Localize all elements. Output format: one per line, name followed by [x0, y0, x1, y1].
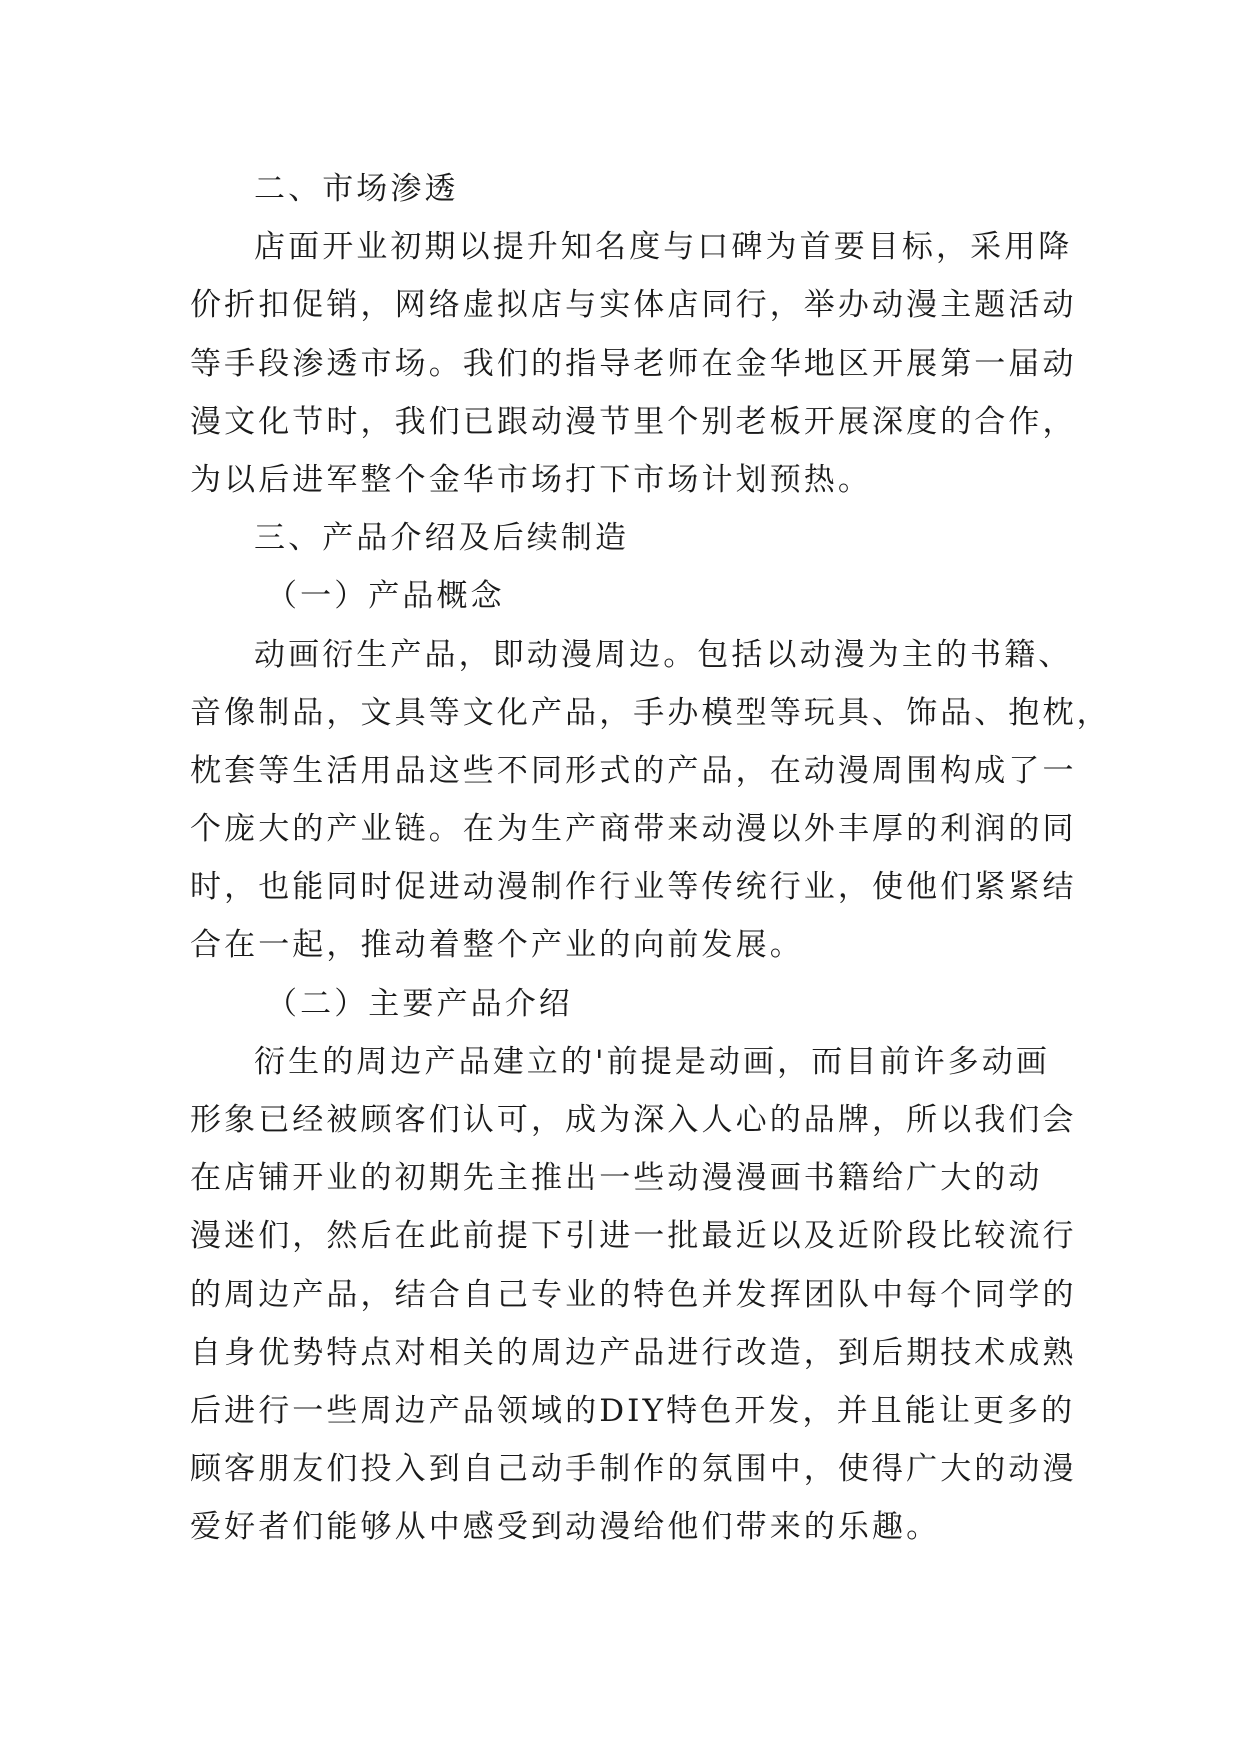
paragraph-line: 自身优势特点对相关的周边产品进行改造，到后期技术成熟 — [190, 1334, 1077, 1371]
paragraph-line: 价折扣促销，网络虚拟店与实体店同行，举办动漫主题活动 — [190, 287, 1077, 324]
subsection-heading: （二）主要产品介绍 — [266, 985, 573, 1022]
paragraph-line: 音像制品，文具等文化产品，手办模型等玩具、饰品、抱枕， — [190, 694, 1111, 731]
subsection-heading: （一）产品概念 — [266, 578, 505, 615]
paragraph-line: 后进行一些周边产品领域的DIY特色开发，并且能让更多的 — [190, 1392, 1076, 1429]
paragraph-line: 动画衍生产品，即动漫周边。包括以动漫为主的书籍、 — [254, 636, 1073, 673]
paragraph-line: 枕套等生活用品这些不同形式的产品，在动漫周围构成了一 — [190, 752, 1077, 789]
paragraph-line: 形象已经被顾客们认可，成为深入人心的品牌，所以我们会 — [190, 1102, 1077, 1138]
paragraph-line: 爱好者们能够从中感受到动漫给他们带来的乐趣。 — [190, 1509, 941, 1546]
paragraph-line: 漫文化节时，我们已跟动漫节里个别老板开展深度的合作， — [190, 403, 1077, 440]
paragraph-line: 在店铺开业的初期先主推出一些动漫漫画书籍给广大的动 — [190, 1160, 1043, 1197]
paragraph-line: 漫迷们，然后在此前提下引进一批最近以及近阶段比较流行 — [190, 1218, 1077, 1255]
paragraph-line: 的周边产品，结合自己专业的特色并发挥团队中每个同学的 — [190, 1276, 1077, 1313]
paragraph-line: 顾客朋友们投入到自己动手制作的氛围中，使得广大的动漫 — [190, 1451, 1077, 1488]
paragraph-line: 等手段渗透市场。我们的指导老师在金华地区开展第一届动 — [190, 345, 1077, 382]
section-heading: 二、市场渗透 — [254, 171, 459, 207]
paragraph-line: 为以后进军整个金华市场打下市场计划预热。 — [190, 461, 872, 498]
paragraph-line: 店面开业初期以提升知名度与口碑为首要目标，采用降 — [254, 229, 1073, 266]
section-heading: 三、产品介绍及后续制造 — [254, 520, 630, 557]
paragraph-line: 时，也能同时促进动漫制作行业等传统行业，使他们紧紧结 — [190, 869, 1077, 906]
paragraph-line: 衍生的周边产品建立的'前提是动画，而目前许多动画 — [254, 1043, 1050, 1080]
paragraph-line: 合在一起，推动着整个产业的向前发展。 — [190, 927, 804, 964]
paragraph-line: 个庞大的产业链。在为生产商带来动漫以外丰厚的利润的同 — [190, 811, 1077, 848]
document-body — [190, 160, 1111, 1557]
